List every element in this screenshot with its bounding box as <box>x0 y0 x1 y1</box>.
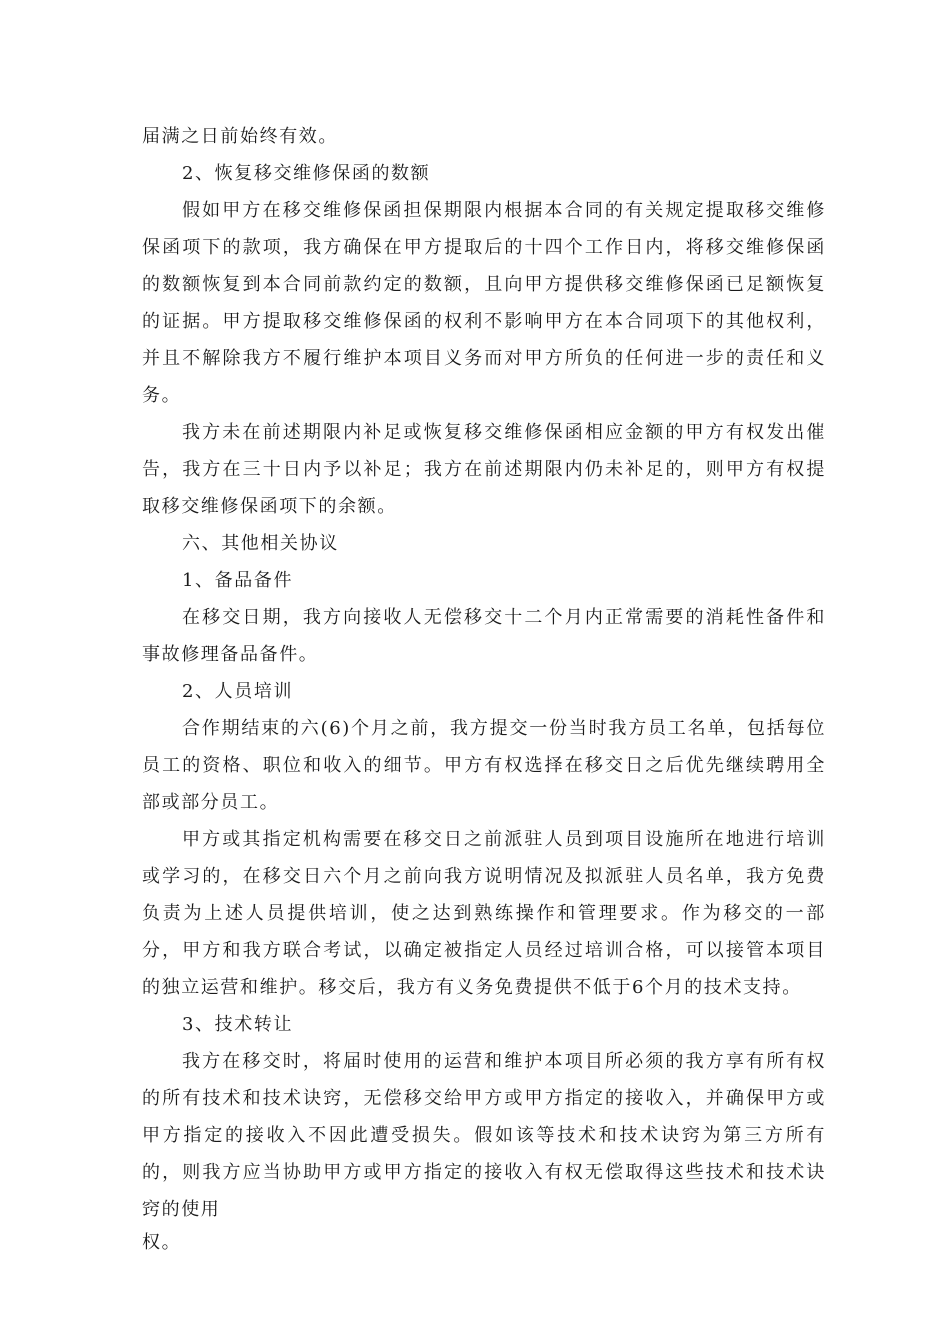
chapter-heading-other-agreements: 六、其他相关协议 <box>182 533 339 554</box>
paragraph-restore-amount: 假如甲方在移交维修保函担保期限内根据本合同的有关规定提取移交维修保函项下的款项，我方确保在甲方提取后的十四个工作日内，将移交维修保函的数额恢复到本合同前款约定的数额，且向甲方提供移交维修保函已足额恢复的证据。甲方提取移交维修保函的权利不影响甲方在本合同项下的其他权利，并且不解除我方不履行维护本项目义务而对甲方所负的任何进一步的责任和义务。 <box>142 200 826 406</box>
section-heading-technology-transfer: 3、技术转让 <box>182 1014 294 1035</box>
paragraph-technology-transfer: 我方在移交时，将届时使用的运营和维护本项目所必须的我方享有所有权的所有技术和技术诀窍，无偿移交给甲方或甲方指定的接收入，并确保甲方或甲方指定的接收入不因此遭受损失。假如该等技术和技术诀窍为第三方所有的，则我方应当协助甲方或甲方指定的接收入有权无偿取得这些技术和技术诀窍的使用 <box>142 1051 826 1220</box>
section-heading-staff-training: 2、人员培训 <box>182 681 294 702</box>
paragraph-supplement-deadline: 我方未在前述期限内补足或恢复移交维修保函相应金额的甲方有权发出催告，我方在三十日内予以补足；我方在前述期限内仍未补足的，则甲方有权提取移交维修保函项下的余额。 <box>142 422 826 517</box>
paragraph-technology-transfer-tail: 权。 <box>142 1232 182 1253</box>
continuation-text: 届满之日前始终有效。 <box>142 126 338 147</box>
paragraph-spare-parts: 在移交日期，我方向接收人无偿移交十二个月内正常需要的消耗性备件和事故修理备品备件。 <box>142 607 826 665</box>
section-heading-restore-amount: 2、恢复移交维修保函的数额 <box>182 163 431 184</box>
document-body <box>142 118 826 1258</box>
paragraph-training: 甲方或其指定机构需要在移交日之前派驻人员到项目设施所在地进行培训或学习的，在移交日六个月之前向我方说明情况及拟派驻人员名单，我方免费负责为上述人员提供培训，使之达到熟练操作和管理要求。作为移交的一部分，甲方和我方联合考试，以确定被指定人员经过培训合格，可以接管本项目的独立运营和维护。移交后，我方有义务免费提供不低于6个月的技术支持。 <box>142 829 826 998</box>
section-heading-spare-parts: 1、备品备件 <box>182 570 294 591</box>
paragraph-staff-list: 合作期结束的六(6)个月之前，我方提交一份当时我方员工名单，包括每位员工的资格、职位和收入的细节。甲方有权选择在移交日之后优先继续聘用全部或部分员工。 <box>142 718 826 813</box>
